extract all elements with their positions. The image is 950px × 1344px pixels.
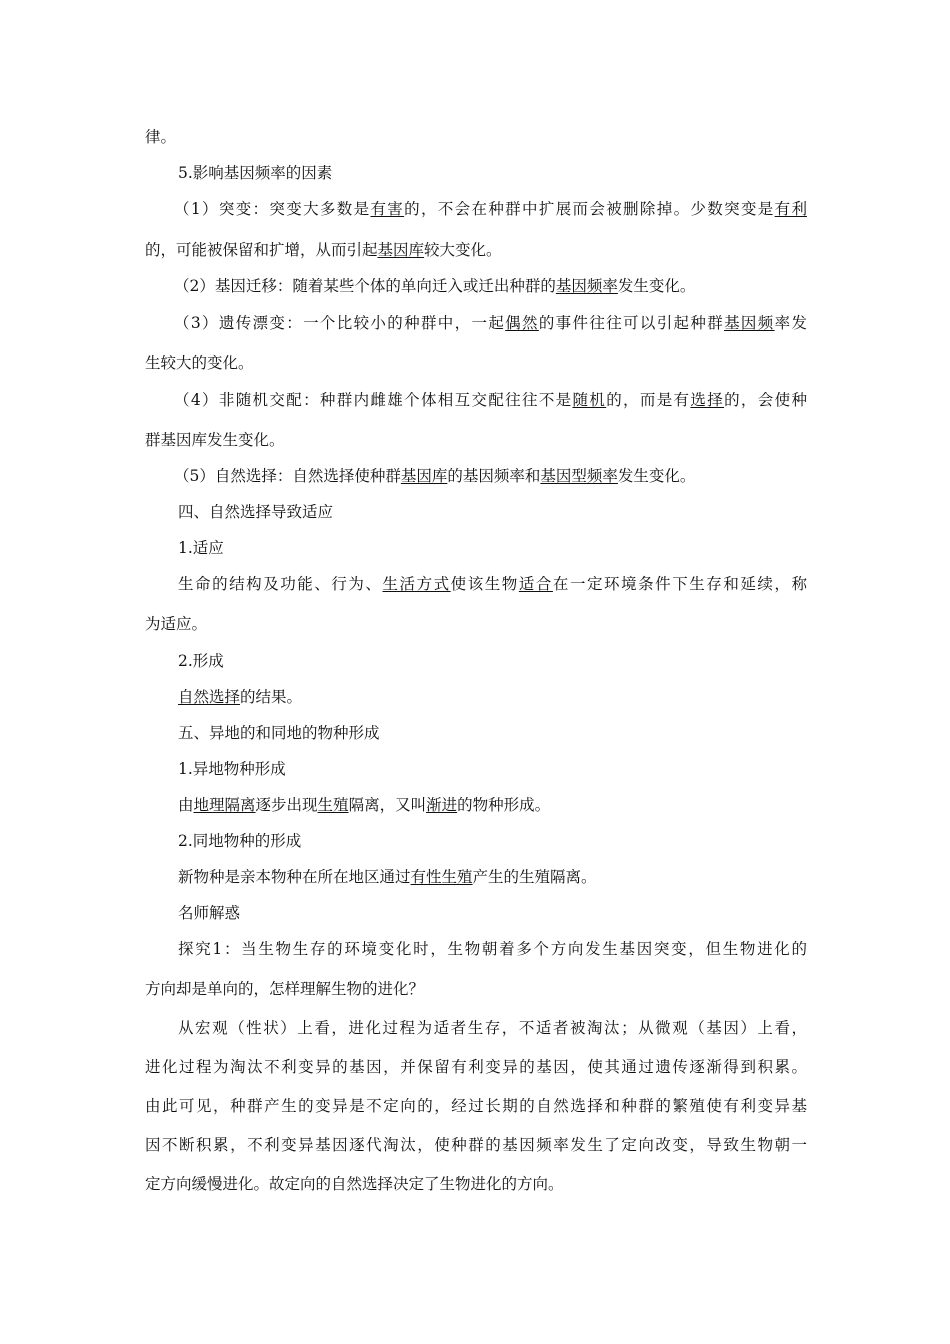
subsection-heading: 2.形成 [178, 652, 224, 670]
underlined-answer: 生活方式 [382, 575, 451, 593]
text-line: （4）非随机交配：种群内雌雄个体相互交配往往不是随机的，而是有选择的，会使种 [174, 391, 807, 409]
text-line: （2）基因迁移：随着某些个体的单向迁入或迁出种群的基因频率发生变化。 [174, 277, 696, 295]
underlined-answer: 有害 [370, 200, 405, 218]
text-line: 由地理隔离逐步出现生殖隔离，又叫渐进的物种形成。 [178, 796, 551, 814]
text-line: 由此可见，种群产生的变异是不定向的，经过长期的自然选择和种群的繁殖使有利变异基 [145, 1097, 807, 1115]
text-line: 因不断积累，不利变异基因逐代淘汰，使种群的基因频率发生了定向改变，导致生物朝一 [145, 1136, 807, 1154]
text-line: 方向却是单向的，怎样理解生物的进化？ [145, 980, 425, 998]
section-heading: 名师解惑 [178, 904, 241, 922]
underlined-answer: 基因频 [724, 314, 775, 332]
subsection-heading: 1.异地物种形成 [178, 760, 286, 778]
section-heading: 四、自然选择导致适应 [178, 503, 334, 521]
underlined-answer: 基因型频率 [540, 467, 618, 485]
text-line: 为适应。 [145, 615, 208, 633]
section-heading: 5.影响基因频率的因素 [178, 164, 333, 182]
text-line: （5）自然选择：自然选择使种群基因库的基因频率和基因型频率发生变化。 [174, 467, 696, 485]
underlined-answer: 选择 [690, 391, 725, 409]
underlined-answer: 偶然 [505, 314, 539, 332]
underlined-answer: 自然选择 [178, 688, 241, 706]
text-line: 进化过程为淘汰不利变异的基因，并保留有利变异的基因，使其通过遗传逐渐得到积累。 [145, 1058, 807, 1076]
text-line: 的，可能被保留和扩增，从而引起基因库较大变化。 [145, 241, 502, 259]
underlined-answer: 渐进 [426, 796, 458, 814]
text-line: 生命的结构及功能、行为、生活方式使该生物适合在一定环境条件下生存和延续，称 [178, 575, 807, 593]
subsection-heading: 1.适应 [178, 539, 224, 557]
text-line: （1）突变：突变大多数是有害的，不会在种群中扩展而会被删除掉。少数突变是有利 [174, 200, 807, 218]
text-line: 群基因库发生变化。 [145, 431, 285, 449]
underlined-answer: 有性生殖 [410, 868, 473, 886]
underlined-answer: 基因库 [400, 467, 448, 485]
underlined-answer: 适合 [518, 575, 553, 593]
text-line: 自然选择的结果。 [178, 688, 303, 706]
text-line: 探究1：当生物生存的环境变化时，生物朝着多个方向发生基因突变，但生物进化的 [178, 940, 807, 958]
text-line: 从宏观（性状）上看，进化过程为适者生存，不适者被淘汰；从微观（基因）上看， [178, 1019, 807, 1037]
underlined-answer: 基因库 [377, 241, 425, 259]
text-line: 定方向缓慢进化。故定向的自然选择决定了生物进化的方向。 [145, 1175, 564, 1193]
text-line: 新物种是亲本物种在所在地区通过有性生殖产生的生殖隔离。 [178, 868, 597, 886]
text-line: 律。 [145, 128, 177, 146]
underlined-answer: 基因频率 [555, 277, 618, 295]
underlined-answer: 随机 [572, 391, 607, 409]
text-line: 生较大的变化。 [145, 354, 254, 372]
underlined-answer: 有利 [774, 200, 807, 218]
subsection-heading: 2.同地物种的形成 [178, 832, 302, 850]
underlined-answer: 地理隔离 [193, 796, 256, 814]
text-line: （3）遗传漂变：一个比较小的种群中，一起偶然的事件往往可以引起种群基因频率发 [174, 314, 807, 332]
underlined-answer: 生殖 [317, 796, 349, 814]
section-heading: 五、异地的和同地的物种形成 [178, 724, 380, 742]
